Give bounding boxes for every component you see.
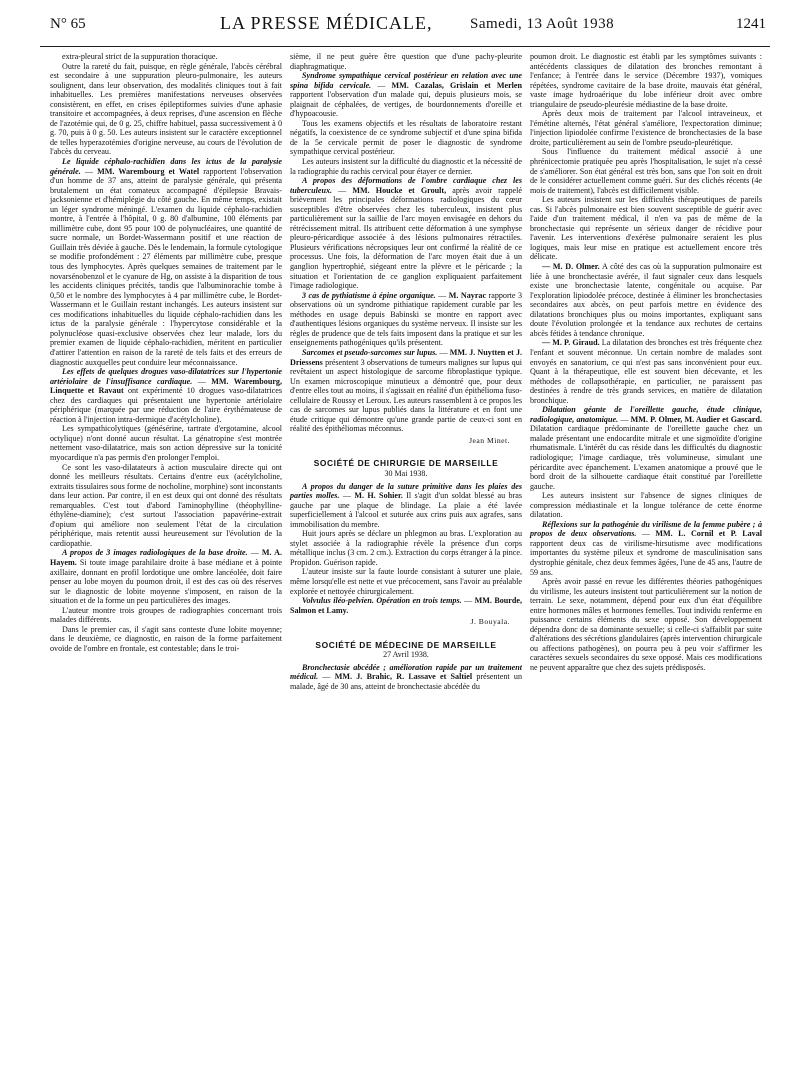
paragraph xyxy=(50,424,282,462)
paragraph xyxy=(530,262,762,338)
column-1 xyxy=(50,52,282,653)
paragraph xyxy=(530,577,762,672)
author-names: MM. J. Brahic, R. Lassave et Saltiel xyxy=(334,672,473,682)
paragraph xyxy=(530,491,762,520)
author-names: M. H. Sohier. xyxy=(354,491,403,501)
paragraph: Dilatation géante de l'oreillette gauche, étude clinique, radiologique, anatomique. — MM. P. Olmer, M. Audier et Gascard. Dilatation cardiaque prédominante de l'oreillette gauche chez un malade présentant une endocardite mitrale et une sigmoïdite d'origine rhumatismale. L'intérêt du cas réside dans les difficultés du diagnostic radiologique; l'image cardiaque, très volumineuse, simulant une péricardite avec épanchement. L'examen anatomique a prouvé que le bord droit de la silhouette cardiaque était constitué par l'oreillette gauche. xyxy=(530,405,763,491)
article-title: Bronchectasie abcédée ; amélioration rapide par un traitement médical. xyxy=(290,662,522,682)
paragraph-text: Ce sont les vaso-dilatateurs à action musculaire directe qui ont donné les meilleurs résultats. Certains d'entre eux (acétylcholine, extraits tissulaires sous forme de nocholine, morphine) sont inconstants dans leur action. Par contre, il en est deux qui ont donné des résultats remarquables. C'est tout d'abord l'aminophylline (théophylline-éthylène-diamine); c'est surtout l'association papavérine-extrait d'opium qui améliore non seulement l'état de la circulation périphérique, mais retentit aussi heureusement sur l'évolution de la cardiopathie. xyxy=(50,462,282,548)
paragraph xyxy=(50,52,282,62)
author-names: MM. J. Nuytten et J. Driessens xyxy=(290,347,523,367)
paragraph-text: rapportent deux cas de virilisme-hirsutisme avec modifications importantes du système pileux et syndrome de masculinisation sans dystrophie génitale, chez deux femmes âgées, l'une de 45 ans, l'autre de 59 ans. xyxy=(530,538,762,577)
paragraph-text: Huit jours après se déclare un phlegmon au bras. L'exploration au stylet associée à la radiographie révèle la présence d'un corps métallique inclus (3 cm. 2 cm.). Extraction du corps étranger à la pince. Propidon. Guérison rapide. xyxy=(290,529,522,567)
article-title: Réflexions sur la pathogénie du virilisme de la femme pubère ; à propos de deux observations. xyxy=(530,519,762,539)
paragraph-text: Tous les examens objectifs et les résultats de laboratoire restant négatifs, la coexistence de ce syndrome subjectif et d'une spina bifida de la 5e cervicale permit de poser le diagnostic de syndrome sympathique cervical postérieur. xyxy=(290,118,522,157)
paragraph: Volvulus iléo-pelvien. Opération en trois temps. — MM. Bourde, Salmon et Lamy. xyxy=(290,596,523,615)
session-date: 27 Avril 1938. xyxy=(383,650,429,660)
article-title: Dilatation géante de l'oreillette gauche, étude clinique, radiologique, anatomique. xyxy=(530,405,762,424)
society-heading: SOCIÉTÉ DE MÉDECINE DE MARSEILLE xyxy=(315,639,497,650)
paragraph-text: poumon droit. Le diagnostic est établi par les symptômes suivants : antécédents classiques de dilatation des bronches remontant à l'enfance; à l'entrée dans le service (Décembre 1937), vomiques répétées, syndrome cavitaire de la base droite, mauvais état général, vaste image hydroaérique du lobe inférieur droit avec ombre triangulaire de pseudo-pleurésie médiastine de la base droite. xyxy=(530,52,762,109)
paragraph: 3 cas de pythiatisme à épine organique. — M. Nayrac rapporte 3 observations où un syndrome pithiatique rapidement curable par les méthodes en usage depuis Babinski se montre en rapport avec d'authentiques lésions organiques du système nerveux. Il insiste sur les règles de prudence que de tels faits imposent dans la pratique et sur les enseignements pathogéniques qu'ils présentent. xyxy=(290,290,523,348)
article-title: 3 cas de pythiatisme à épine organique. xyxy=(302,290,436,300)
paragraph: A propos de 3 images radiologiques de la base droite. — M. A. Hayem. Si toute image parahilaire droite à base médiane et à pointe axillaire, donnant en profil lordotique une ombre lancéolée, doit faire penser au lobe moyen du poumon droit, il est des cas où des réserves sur le diagnostic de lobite moyenne s'imposent, en raison de la situation et de la forme un peu particulières des images. xyxy=(50,548,283,606)
paragraph xyxy=(50,606,282,625)
author-names: MM. Houcke et Groult, xyxy=(352,185,447,195)
paragraph xyxy=(290,52,522,71)
paragraph-text: A côté des cas où la suppuration pulmonaire est liée à une bronchectasie avérée, il faut signaler ceux dans lesquels existe une bronchectasie latente, congénitale ou acquise. Par l'exploration lipiodolée précoce, destinée à éliminer les bronchectasies secondaires aux abcès, on peut parfois mettre en évidence des dilatations bronchiques plus ou moins importantes, expliquant sans doute l'évolution prolongée et la tendance aux rechutes de certains abcès fétides à tendance chronique. xyxy=(530,262,762,338)
paragraph xyxy=(530,338,762,405)
article-title: Les effets de quelques drogues vaso-dilatatrices sur l'hypertonie artériolaire de l'insuffisance cardiaque. xyxy=(50,367,282,386)
paragraph-text: Après avoir passé en revue les différentes théories pathogéniques du virilisme, les auteurs insistent tout particulièrement sur la notion de terrain. Le sexe, notamment, dépend pour eux d'un état d'équilibre entre hormones mâles et hormones femelles. Tout individu renferme en puissance certains éléments du sexe opposé. Son développement dépendra donc de sa dominante sexuelle; si celle-ci s'affaiblit par suite d'altérations des sécrétions glandulaires (après intervention chirurgicale ou affections pathogènes), on pourra peu à peu voir s'affirmer les caractères sexuels secondaires du sexe opposé. Mais ces modifications ne peuvent apparaître que chez des sujets prédisposés. xyxy=(530,577,762,672)
journal-title: LA PRESSE MÉDICALE, xyxy=(220,13,433,33)
paragraph xyxy=(50,463,282,549)
article-title: Volvulus iléo-pelvien. Opération en trois temps. xyxy=(302,596,462,606)
paragraph-text: La dilatation des bronches est très fréquente chez l'enfant et souvent méconnue. Un certain nombre de malades sont envoyés en sanatorium, ce qui n'est pas sans inconvénient pour eux. Quant à la thérapeutique, elle est souvent bien décevante, et les méthodes de collapsothérapie, en particulier, ne paraissent pas destinées à rendre de très grands services, en matière de dilatation bronchique. xyxy=(530,338,762,405)
paragraph xyxy=(530,52,762,109)
paragraph: Sarcomes et pseudo-sarcomes sur lupus. — MM. J. Nuytten et J. Driessens présentent 3 observations de tumeurs malignes sur lupus qui revêtaient un aspect histologique de sarcome fibroplastique typique. Un examen microscopique minutieux a démontré que, pour deux d'entre elles tout au moins, il s'agissait en réalité d'un épithélioma fuso-cellulaire de Roussy et Leroux. Les auteurs rassemblent à ce propos les cas de sarcomes sur lupus publiés dans la littérature et en font une étude critique qui démontre qu'une grande partie de ceux-ci sont en réalité des épithéliomas méconnus. xyxy=(290,347,523,434)
author-names: MM. P. Olmer, M. Audier et Gascard. xyxy=(630,414,763,424)
paragraph-text: Dilatation cardiaque prédominante de l'oreillette gauche chez un malade présentant une endocardite mitrale et une sigmoïdite d'origine rhumatismale. L'intérêt du cas réside dans les difficultés du diagnostic radiologique; l'image cardiaque, très volumineuse, simulant une péricardite avec épanchement. L'examen anatomique a prouvé que le bord droit de la silhouette cardiaque était constitué par l'oreillette gauche. xyxy=(530,424,762,491)
paragraph-text: Les sympathicolytiques (génésérine, tartrate d'ergotamine, alcool octylique) n'ont donné aucun résultat. La génatropine s'est montrée nettement vaso-dilatatrice, mais son action dépressive sur la tonicité myocardique n'a pas permis d'en prolonger l'emploi. xyxy=(50,424,282,462)
paragraph-text: sième, il ne peut guère être question que d'une pachy-pleurite diaphragmatique. xyxy=(290,52,522,71)
signature: J. Bouyala. xyxy=(470,617,510,627)
paragraph-text: Outre la rareté du fait, puisque, en règle générale, l'abcès cérébral est secondaire à une suppuration pleuro-pulmonaire, les auteurs soulignent, dans leur observation, des modalités cliniques tout à fait inhabituelles. Les premières manifestations nerveuses observées consistèrent, en effet, en crises épileptiformes suivies d'une aphasie transitoire et accompagnées, à deux reprises, d'une ascension en flèche de l'azotémie qui, de 0 g. 25, chiffre habituel, passa successivement à 0 g. 70, puis à 0 g. 50. Les auteurs insistent sur le caractère exceptionnel de telles hyperazotémies d'origine nerveuse, au cours de l'évolution de l'abcès du cerveau. xyxy=(50,61,282,157)
session-date: 30 Mai 1938. xyxy=(384,468,428,478)
page-header xyxy=(40,12,770,47)
author-names: M. A. Hayem. xyxy=(50,548,283,567)
paragraph-text: présentent 3 observations de tumeurs malignes sur lupus qui revêtaient un aspect histologique de sarcome fibroplastique typique. Un examen microscopique minutieux a démontré que, pour deux d'entre elles tout au moins, il s'agissait en réalité d'un épithélioma fuso-cellulaire de Roussy et Leroux. Les auteurs rassemblent à ce propos les cas de sarcomes sur lupus publiés dans la littérature et en font une étude critique qui démontre qu'une grande partie de ceux-ci sont en réalité des épithéliomas méconnus. xyxy=(290,357,522,434)
paragraph xyxy=(530,109,762,147)
paragraph-text: L'auteur insiste sur la faute lourde consistant à suturer une plaie, même lorsqu'elle est nette et vue précocement, sans l'avoir au préalable explorée et nettoyée chirurgicalement. xyxy=(290,567,522,596)
paragraph: A propos des déformations de l'ombre cardiaque chez les tuberculeux. — MM. Houcke et Groult, après avoir rappelé brièvement les principales déformations radiologiques du cœur susceptibles d'être observées chez les tuberculeux, insistent plus particulièrement sur la saillie de l'arc moyen envisagée en dehors du rétrécissement mitral. Ils attribuent cette déformation à une symphyse pleuro-péricardique associée à des lésions pulmonaires rétractiles. Plusieurs vérifications nécropsiques leur ont confirmé la réalité de ce processus. Une fois, la déformation de l'arc moyen était due à un ganglion hypertrophié, siégeant entre la plèvre et le péricarde ; la situation et l'orientation de ce ganglion expliquaient parfaitement l'image radiologique. xyxy=(290,176,522,291)
paragraph: Réflexions sur la pathogénie du virilisme de la femme pubère ; à propos de deux observations. — MM. L. Cornil et P. Laval rapportent deux cas de virilisme-hirsutisme avec modifications importantes du système pileux et syndrome de masculinisation sans dystrophie génitale, chez deux femmes âgées, l'une de 45 ans, l'autre de 59 ans. xyxy=(530,519,763,577)
society-heading: SOCIÉTÉ DE CHIRURGIE DE MARSEILLE xyxy=(313,458,499,469)
paragraph: A propos du danger de la suture primitive dans les plaies des parties molles. — M. H. Sohier. Il s'agit d'un soldat blessé au bras gauche par une plaque de blindage. La plaie a été lavée superficiellement à l'alcool et suturée aux crins puis aux agrafes, sans immobilisation du membre. xyxy=(290,481,523,529)
paragraph: Le liquide céphalo-rachidien dans les ictus de la paralysie générale. — MM. Warembourg et Watel rapportent l'observation d'un homme de 37 ans, atteint de paralysie générale, qui présenta brutalement un état comateux accompagné d'épilepsie Bravais-jacksonienne et d'hémiplégie du côté gauche. En même temps, existait un léger syndrome méningé. L'examen du liquide céphalo-rachidien montre, à l'entrée à l'hôpital, 0 g. 80 d'albumine, 100 éléments par millimètre cube, dont 95 pour 100 de polynucléaires, une quantité de sucre normale, un Bordet-Wassermann positif et une réaction de Guillain très déviée à gauche. Dès le lendemain, la formule cytologique se modifie profondément : 27 éléments par millimètre cube, presque tous des lymphocytes. Après quelques semaines de traitement par le novarsénobenzol et le cyanure de Hg, on assiste à la disparition de tous les accidents cliniques précités, tandis que l'albuminorachie tombe à 0,50 et le nombre des lymphocytes à 4 par millimètre cube, le Bordet-Wassermann et le Guillain restant inchangés. Les auteurs insistent sur ces modifications inhabituelles du liquide céphalo-rachidien dans les ictus de la paralysie générale : l'hypercytose considérable et la polynucléose quasi-exclusive observées chez leur malade, lors du premier examen de liquide céphalo-rachidien, méritent en particulier d'attirer l'attention en raison de la rareté de tels faits et des erreurs de diagnostic auxquelles peut conduire leur méconnaissance. xyxy=(50,157,283,367)
paragraph-text: rapporte 3 observations où un syndrome pithiatique rapidement curable par les méthodes en usage depuis Babinski se montre en rapport avec d'authentiques lésions organiques du système nerveux. Il insiste sur les règles de prudence que de tels faits imposent dans la pratique et sur les enseignements pathogéniques qu'ils présentent. xyxy=(290,290,523,348)
paragraph: Bronchectasie abcédée ; amélioration rapide par un traitement médical. — MM. J. Brahic, R. Lassave et Saltiel présentent un malade, âgé de 30 ans, atteint de bronchectasie abcédée du xyxy=(290,662,522,691)
author-names: — M. P. Giraud. xyxy=(542,338,600,348)
paragraph-text: Sous l'influence du traitement médical associé à une phrénicectomie pratiquée peu après l'hospitalisation, le sujet n'a cessé de s'améliorer. Son état général est très bon, sans que l'on soit en droit de le considérer actuellement comme guéri. Sur des clichés récents (4e mois de traitement), l'abcès est difficilement visible. xyxy=(530,147,762,195)
author-names: — M. D. Olmer. xyxy=(542,262,600,272)
article-title: Le liquide céphalo-rachidien dans les ictus de la paralysie générale. xyxy=(50,157,282,176)
article-title: A propos de 3 images radiologiques de la base droite. xyxy=(62,548,248,558)
paragraph xyxy=(290,529,522,567)
issue-number: N° 65 xyxy=(50,16,86,32)
paragraph-text: L'auteur montre trois groupes de radiographies concernant trois malades différents. xyxy=(50,605,282,625)
paragraph-text: présentent un malade, âgé de 30 ans, atteint de bronchectasie abcédée du xyxy=(290,672,522,691)
page-number: 1241 xyxy=(736,16,766,32)
paragraph-text: rapportent l'observation d'un malade qui, depuis plusieurs mois, se plaignait de céphalées, de vertiges, de bourdonnements d'oreille et d'hypoacousie. xyxy=(290,90,522,119)
article-title: Syndrome sympathique cervical postérieur en relation avec une spina bifida cervicale. xyxy=(290,71,522,90)
signature: Jean Minet. xyxy=(469,435,510,445)
author-names: MM. Cazalas, Grislain et Merlen xyxy=(391,80,523,90)
paragraph: Les effets de quelques drogues vaso-dilatatrices sur l'hypertonie artériolaire de l'insuffisance cardiaque. — MM. Warembourg, Linquette et Ravaut ont expérimenté 10 drogues vaso-dilatatrices chez des cardiaques qui présentaient une hypertonie artériolaire périphérique (marquée par une réduction de l'aire érythémateuse de réaction à l'injection intra-dermique d'acétylcholine). xyxy=(50,367,282,424)
paragraph-text: après avoir rappelé brièvement les principales déformations radiologiques du cœur susceptibles d'être observées chez les tuberculeux, insistent plus particulièrement sur la saillie de l'arc moyen envisagée en dehors du rétrécissement mitral. Ils attribuent cette déformation à une symphyse pleuro-péricardique associée à des lésions pulmonaires rétractiles. Plusieurs vérifications nécropsiques leur ont confirmé la réalité de ce processus. Une fois, la déformation de l'arc moyen était due à un ganglion hypertrophié, siégeant entre la plèvre et le péricarde ; la situation et l'orientation de ce ganglion expliquaient parfaitement l'image radiologique. xyxy=(290,185,522,291)
paragraph-text: Il s'agit d'un soldat blessé au bras gauche par une plaque de blindage. La plaie a été lavée superficiellement à l'alcool et suturée aux crins puis aux agrafes, sans immobilisation du membre. xyxy=(290,491,523,529)
paragraph-text: Les auteurs insistent sur la difficulté du diagnostic et la nécessité de la radiographie du rachis cervical pour étayer ce dernier. xyxy=(290,157,522,176)
paragraph: Syndrome sympathique cervical postérieur en relation avec une spina bifida cervicale. — MM. Cazalas, Grislain et Merlen rapportent l'observation d'un malade qui, depuis plusieurs mois, se plaignait de céphalées, de vertiges, de bourdonnements d'oreille et d'hypoacousie. xyxy=(290,71,523,119)
column-2 xyxy=(290,52,522,691)
article-title: A propos du danger de la suture primitive dans les plaies des parties molles. xyxy=(290,481,522,501)
article-title: A propos des déformations de l'ombre cardiaque chez les tuberculeux. xyxy=(290,176,522,195)
paragraph xyxy=(290,567,522,596)
paragraph xyxy=(290,119,522,157)
paragraph-text: ont expérimenté 10 drogues vaso-dilatatrices chez des cardiaques qui présentaient une hypertonie artériolaire périphérique (marquée par une réduction de l'aire érythémateuse de réaction à l'injection intra-dermique d'acétylcholine). xyxy=(50,386,282,424)
paragraph-text: Dans le premier cas, il s'agit sans conteste d'une lobite moyenne; dans le deuxième, ce diagnostic, en raison de la forme parfaitement ovoïde de l'ombre en frontale, est contestable; dans le troi- xyxy=(50,624,282,653)
paragraph-text: Si toute image parahilaire droite à base médiane et à pointe axillaire, donnant en profil lordotique une ombre lancéolée, doit faire penser au lobe moyen du poumon droit, il est des cas où des réserves sur le diagnostic de lobite moyenne s'imposent, en raison de la situation et de la forme un peu particulières des images. xyxy=(50,557,282,606)
paragraph xyxy=(290,157,522,176)
paragraph-text: rapportent l'observation d'un homme de 37 ans, atteint de paralysie générale, qui présenta brutalement un état comateux accompagné d'épilepsie Bravais-jacksonienne et d'hémiplégie du côté gauche. En même temps, existait un léger syndrome méningé. L'examen du liquide céphalo-rachidien montre, à l'entrée à l'hôpital, 0 g. 80 d'albumine, 100 éléments par millimètre cube, dont 95 pour 100 de polynucléaires, une quantité de sucre normale, un Bordet-Wassermann positif et une réaction de Guillain très déviée à gauche. Dès le lendemain, la formule cytologique se modifie profondément : 27 éléments par millimètre cube, presque tous des lymphocytes. Après quelques semaines de traitement par le novarsénobenzol et le cyanure de Hg, on assiste à la disparition de tous les accidents cliniques précités, tandis que l'albuminorachie tombe à 0,50 et le nombre des lymphocytes à 4 par millimètre cube, le Bordet-Wassermann et le Guillain restant inchangés. Les auteurs insistent sur ces modifications inhabituelles du liquide céphalo-rachidien dans les ictus de la paralysie générale : l'hypercytose considérable et la polynucléose quasi-exclusive observées chez leur malade, lors du premier examen de liquide céphalo-rachidien, méritent en particulier d'attirer l'attention en raison de la rareté de tels faits et des erreurs de diagnostic auxquelles peut conduire leur méconnaissance. xyxy=(50,166,283,367)
paragraph-text: Les auteurs insistent sur l'absence de signes cliniques de compression médiastinale et la longue tolérance de cette énorme dilatation. xyxy=(530,491,762,520)
author-names: M. Nayrac xyxy=(448,290,487,300)
issue-date: Samedi, 13 Août 1938 xyxy=(470,16,615,32)
author-names: MM. L. Cornil et P. Laval xyxy=(655,529,763,539)
author-names: MM. Bourde, Salmon et Lamy. xyxy=(290,596,523,615)
article-title: Sarcomes et pseudo-sarcomes sur lupus. xyxy=(302,347,438,357)
author-names: MM. Warembourg, Linquette et Ravaut xyxy=(50,376,282,396)
paragraph xyxy=(530,195,762,262)
paragraph xyxy=(50,625,282,654)
paragraph-text: Les auteurs insistent sur les difficultés thérapeutiques de pareils cas. Si l'abcès pulmonaire est bien souvent susceptible de guérir avec l'aide d'un traitement médical, il n'en va pas de même de la bronchectasie qui représente un sérieux danger de récidive pour l'avenir. Les interventions d'exérèse pulmonaire seraient les plus logiques, mais leur mise en pratique est actuellement encore très délicate. xyxy=(530,195,762,262)
paragraph-text: Après deux mois de traitement par l'alcool intraveineux, et l'émétine alternés, l'état général s'améliore, l'expectoration diminue; l'injection lipiodolée confirme l'existence de bronchectasies de la base droite, particulièrement au sein de l'ombre pseudo-pleurétique. xyxy=(530,109,762,147)
paragraph xyxy=(50,62,282,157)
paragraph xyxy=(530,147,762,195)
column-3 xyxy=(530,52,762,673)
paragraph-text: extra-pleural strict de la suppuration thoracique. xyxy=(62,52,218,61)
author-names: MM. Warembourg et Watel xyxy=(97,166,200,176)
